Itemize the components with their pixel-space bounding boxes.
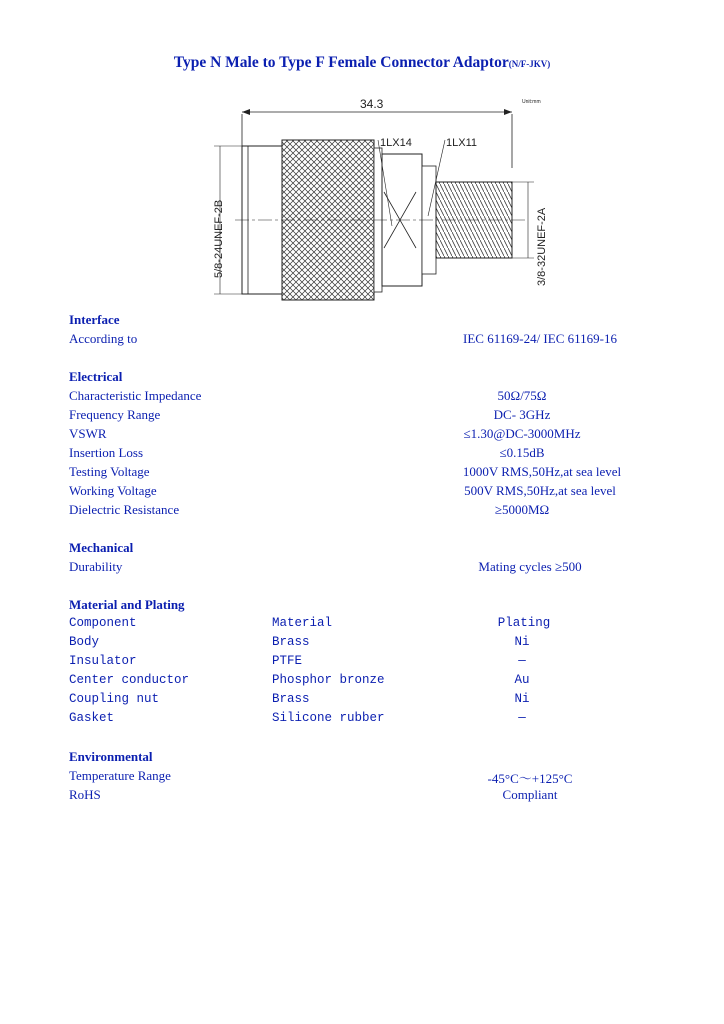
section-heading-electrical: Electrical: [69, 369, 123, 384]
material-component: Gasket: [69, 711, 115, 725]
material-plating: Ni: [514, 635, 530, 649]
material-material: Phosphor bronze: [272, 673, 385, 687]
spec-value: DC- 3GHz: [493, 407, 551, 422]
spec-label: Characteristic Impedance: [69, 388, 202, 403]
spec-value: 50Ω/75Ω: [497, 388, 547, 403]
spec-label: Insertion Loss: [69, 445, 144, 460]
material-material: Silicone rubber: [272, 711, 385, 725]
spec-label: Frequency Range: [69, 407, 161, 422]
callout-1lx14: 1LX14: [380, 137, 412, 149]
page-title: [0, 54, 724, 72]
material-plating: —: [518, 654, 526, 668]
spec-label: Testing Voltage: [69, 464, 150, 479]
material-material: PTFE: [272, 654, 303, 668]
unit-label: Unit:mm: [522, 99, 541, 105]
spec-value: ≤0.15dB: [499, 445, 545, 460]
material-col-header-plating: Plating: [497, 616, 551, 630]
material-material: Brass: [272, 635, 310, 649]
material-col-header-component: Component: [69, 616, 137, 630]
spec-label: Temperature Range: [69, 768, 171, 783]
spec-value: Mating cycles ≥500: [478, 559, 582, 574]
spec-label: According to: [69, 331, 138, 346]
right-thread-label: 3/8-32UNEF-2A: [536, 207, 548, 286]
section-heading-material: Material and Plating: [69, 597, 185, 612]
material-component: Center conductor: [69, 673, 190, 687]
spec-label: VSWR: [69, 426, 107, 441]
material-component: Body: [69, 635, 100, 649]
material-component: Coupling nut: [69, 692, 160, 706]
spec-value: Compliant: [502, 787, 558, 802]
spec-value: 500V RMS,50Hz,at sea level: [464, 483, 616, 498]
spec-label: Working Voltage: [69, 483, 157, 498]
material-component: Insulator: [69, 654, 137, 668]
material-plating: Au: [514, 673, 530, 687]
material-plating: Ni: [514, 692, 530, 706]
connector-drawing: [200, 96, 560, 306]
section-heading-interface: Interface: [69, 312, 120, 327]
spec-label: RoHS: [69, 787, 101, 802]
title-main: Type N Male to Type F Female Connector Adaptor: [173, 54, 509, 71]
section-heading-mechanical: Mechanical: [69, 540, 134, 555]
material-material: Brass: [272, 692, 310, 706]
material-plating: —: [518, 711, 526, 725]
spec-label: Dielectric Resistance: [69, 502, 180, 517]
spec-value: -45°C～+125°C: [487, 771, 573, 786]
spec-value: 1000V RMS,50Hz,at sea level: [462, 464, 622, 479]
left-thread-label: 5/8-24UNEF-2B: [213, 199, 225, 278]
section-heading-environmental: Environmental: [69, 749, 153, 764]
spec-value: IEC 61169-24/ IEC 61169-16: [463, 331, 617, 346]
spec-value: ≥5000MΩ: [494, 502, 550, 517]
dim-overall-length: 34.3: [360, 97, 384, 111]
material-col-header-material: Material: [272, 616, 333, 630]
spec-label: Durability: [69, 559, 123, 574]
callout-1lx11: 1LX11: [446, 137, 477, 149]
spec-value: ≤1.30@DC-3000MHz: [463, 426, 581, 441]
title-suffix: (N/F-JKV): [508, 59, 551, 69]
